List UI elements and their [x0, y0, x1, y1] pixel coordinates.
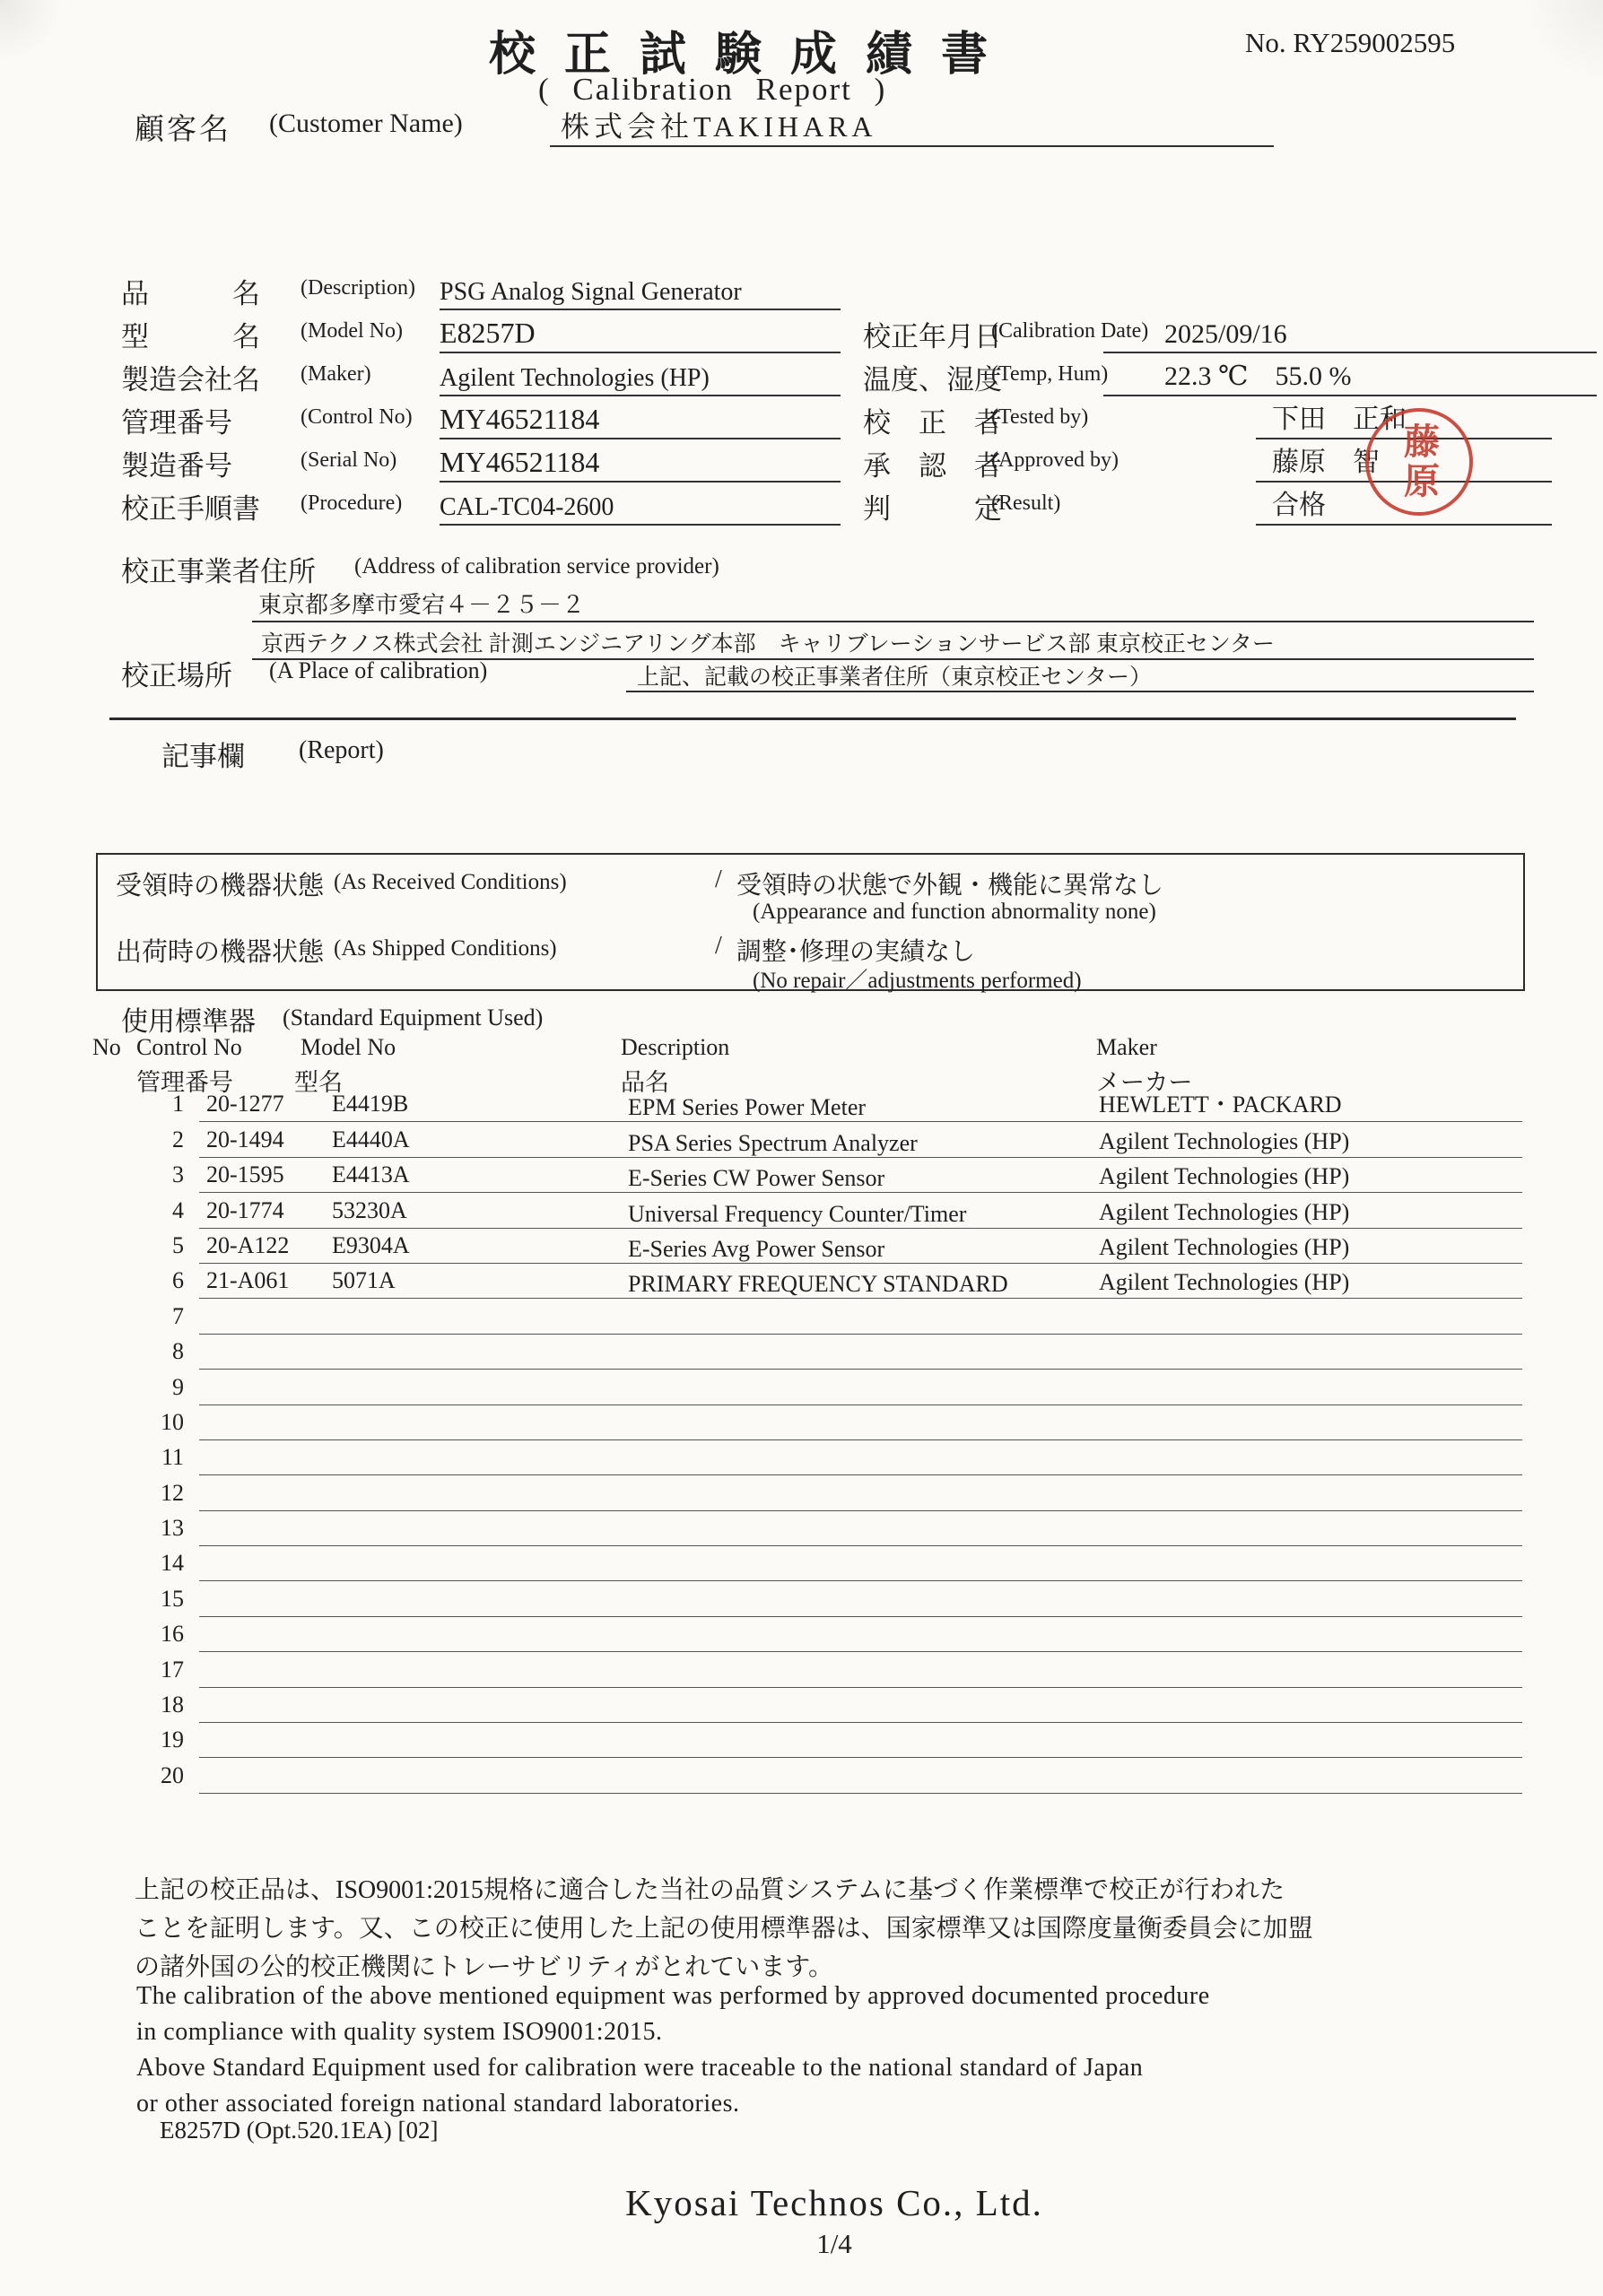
shipped-separator: / [715, 932, 722, 960]
equipment-cell-no: 16 [161, 1621, 184, 1648]
header-description-jp: 品名 [621, 1069, 669, 1096]
equipment-cell-no: 8 [172, 1338, 184, 1365]
report-section-label-en: (Report) [299, 736, 384, 764]
equipment-rows [81, 1087, 1525, 1794]
equipment-cell-maker: Agilent Technologies (HP) [1099, 1163, 1350, 1190]
received-conditions-label-en: (As Received Conditions) [334, 870, 567, 894]
model-value: E8257D [440, 312, 841, 353]
row-model-calibdate [0, 312, 1603, 352]
equipment-row [81, 1511, 1525, 1546]
equipment-row [81, 1335, 1525, 1370]
equipment-cell-no: 13 [161, 1515, 184, 1542]
result-value: 合格 [1256, 484, 1552, 526]
serial-no-label: 製造番号 [121, 450, 232, 482]
equipment-cell-no: 20 [161, 1761, 184, 1788]
calibration-place-label-en: (A Place of calibration) [269, 657, 488, 683]
page-title-english: ( Calibration Report ) [538, 72, 887, 107]
tested-by-label: 校 正 者 [863, 407, 1002, 439]
model-label: 型 名 [121, 321, 260, 352]
temp-hum-value: 22.3 ℃ 55.0 % [1103, 355, 1597, 396]
equipment-cell-model: E9304A [332, 1231, 410, 1258]
note-jp-line1: 上記の校正品は、ISO9001:2015規格に適合した当社の品質システムに基づく作業標準で校正が行われた [135, 1876, 1285, 1904]
provider-address-label-en: (Address of calibration service provider) [354, 554, 719, 578]
procedure-value: CAL-TC04-2600 [440, 484, 841, 526]
header-model-no: Model No [301, 1034, 396, 1060]
calibration-date-label: 校正年月日 [863, 321, 1002, 352]
control-no-value: MY46521184 [440, 398, 841, 439]
equipment-cell-no: 11 [161, 1444, 184, 1471]
equipment-row [81, 1758, 1525, 1793]
calibration-date-value: 2025/09/16 [1103, 312, 1597, 353]
row-maker-temphum [0, 355, 1603, 395]
result-label-en: (Result) [991, 491, 1061, 515]
conditions-box [96, 853, 1525, 991]
tested-by-label-en: (Tested by) [991, 405, 1089, 429]
equipment-cell-maker: HEWLETT・PACKARD [1099, 1091, 1342, 1118]
equipment-cell-desc: EPM Series Power Meter [628, 1094, 867, 1121]
note-jp-line3: の諸外国の公的校正機関にトレーサビリティがとれています。 [135, 1953, 833, 1981]
company-name: Kyosai Technos Co., Ltd. [625, 2182, 1043, 2223]
equipment-cell-no: 12 [161, 1479, 184, 1506]
equipment-row [81, 1122, 1525, 1157]
equipment-row [81, 1440, 1525, 1475]
temp-hum-label-en: (Temp, Hum) [991, 362, 1109, 386]
equipment-cell-model: E4440A [332, 1126, 410, 1152]
equipment-cell-no: 17 [161, 1656, 184, 1683]
equipment-row [81, 1405, 1525, 1440]
received-conditions-value-en: (Appearance and function abnormality none) [753, 900, 1156, 924]
equipment-cell-desc: PRIMARY FREQUENCY STANDARD [628, 1271, 1008, 1298]
header-maker: Maker [1096, 1034, 1157, 1060]
customer-name-value: 株式会社TAKIHARA [561, 110, 877, 143]
shipped-conditions-value-en: (No repair／adjustments performed) [753, 969, 1082, 993]
maker-value: Agilent Technologies (HP) [440, 355, 841, 396]
equipment-row [81, 1087, 1525, 1122]
provider-address-label: 校正事業者住所 [121, 556, 316, 587]
equipment-cell-desc: PSA Series Spectrum Analyzer [628, 1129, 918, 1156]
approved-by-value: 藤原 智 [1256, 441, 1552, 483]
equipment-cell-control: 20-1277 [206, 1091, 284, 1118]
result-label: 判 定 [863, 493, 1002, 525]
note-en-line1: The calibration of the above mentioned equipment was performed by approved documented procedure [136, 1982, 1210, 2010]
customer-underline [550, 145, 1274, 147]
section-divider [109, 718, 1516, 720]
equipment-cell-maker: Agilent Technologies (HP) [1099, 1233, 1350, 1260]
equipment-row [81, 1158, 1525, 1193]
control-no-label: 管理番号 [121, 407, 232, 439]
header-description: Description [621, 1034, 730, 1060]
row-serial-approver [0, 441, 1603, 481]
shipped-conditions-value: 調整･修理の実績なし [736, 938, 976, 966]
header-no: No [92, 1034, 121, 1060]
equipment-row [81, 1264, 1525, 1299]
note-jp-line2: ことを証明します。又、この校正に使用した上記の使用標準器は、国家標準又は国際度量衡委員会に加盟 [135, 1915, 1313, 1943]
equipment-row [81, 1723, 1525, 1758]
equipment-cell-no: 9 [172, 1373, 184, 1400]
equipment-cell-no: 3 [172, 1161, 184, 1188]
header-maker-jp: メーカー [1096, 1069, 1193, 1096]
equipment-row [81, 1688, 1525, 1723]
equipment-cell-desc: Universal Frequency Counter/Timer [628, 1200, 967, 1227]
equipment-cell-no: 18 [161, 1692, 184, 1718]
equipment-row [81, 1652, 1525, 1687]
calibration-place-value: 上記、記載の校正事業者住所（東京校正センター） [637, 665, 1153, 690]
equipment-cell-control: 20-1774 [206, 1196, 284, 1223]
equipment-cell-control: 20-1595 [206, 1161, 284, 1188]
tested-by-value: 下田 正和 [1256, 398, 1552, 439]
row-procedure-result [0, 484, 1603, 524]
calibration-date-label-en: (Calibration Date) [991, 319, 1149, 343]
equipment-row [81, 1617, 1525, 1652]
row-control-tester [0, 398, 1603, 438]
equipment-cell-model: 53230A [332, 1196, 407, 1223]
document-number: No. RY259002595 [1245, 27, 1456, 58]
header-control-no-jp: 管理番号 [136, 1069, 233, 1096]
equipment-cell-desc: E-Series Avg Power Sensor [628, 1235, 885, 1262]
standard-equipment-label-en: (Standard Equipment Used) [283, 1004, 544, 1031]
maker-label: 製造会社名 [121, 364, 260, 396]
calibration-place-underline [626, 691, 1534, 692]
standard-equipment-label: 使用標準器 [121, 1007, 256, 1037]
shipped-conditions-label-en: (As Shipped Conditions) [334, 936, 557, 961]
address-underline-1 [252, 621, 1534, 622]
equipment-cell-no: 1 [172, 1091, 184, 1118]
equipment-cell-control: 20-1494 [206, 1126, 284, 1152]
procedure-label-en: (Procedure) [301, 491, 403, 515]
note-en-line3: Above Standard Equipment used for calibration were traceable to the national standard of Japan [136, 2054, 1144, 2082]
description-value: PSG Analog Signal Generator [440, 269, 841, 310]
equipment-cell-no: 2 [172, 1126, 184, 1152]
equipment-row [81, 1299, 1525, 1334]
received-conditions-label: 受領時の機器状態 [116, 872, 325, 900]
procedure-label: 校正手順書 [121, 493, 260, 525]
equipment-cell-no: 7 [172, 1302, 184, 1329]
received-conditions-value: 受領時の状態で外観・機能に異常なし [736, 872, 1164, 900]
temp-hum-label: 温度、湿度 [863, 364, 1002, 396]
control-no-label-en: (Control No) [301, 405, 413, 429]
provider-address-line2: 京西テクノス株式会社 計測エンジニアリング本部 キャリブレーションサービス部 東京校正センター [261, 632, 1275, 657]
equipment-row [81, 1193, 1525, 1228]
customer-name-label-en: (Customer Name) [269, 109, 463, 138]
description-label-en: (Description) [301, 276, 415, 300]
equipment-cell-no: 15 [161, 1585, 184, 1612]
calibration-place-label: 校正場所 [121, 660, 232, 691]
approval-stamp [1365, 408, 1473, 516]
row-description [0, 269, 1603, 309]
description-label: 品 名 [121, 278, 260, 309]
equipment-cell-model: 5071A [332, 1267, 396, 1294]
page-number: 1/4 [816, 2228, 852, 2259]
equipment-cell-no: 19 [161, 1726, 184, 1753]
equipment-cell-maker: Agilent Technologies (HP) [1099, 1198, 1350, 1225]
equipment-cell-no: 5 [172, 1231, 184, 1258]
equipment-row [81, 1475, 1525, 1510]
model-label-en: (Model No) [301, 319, 403, 343]
approved-by-label: 承 認 者 [863, 450, 1002, 482]
maker-label-en: (Maker) [301, 362, 371, 386]
equipment-cell-desc: E-Series CW Power Sensor [628, 1165, 885, 1192]
header-control-no: Control No [136, 1034, 242, 1060]
equipment-cell-no: 6 [172, 1267, 184, 1294]
note-en-line2: in compliance with quality system ISO9001:2015. [136, 2018, 663, 2046]
equipment-cell-model: E4413A [332, 1161, 410, 1188]
equipment-row [81, 1546, 1525, 1581]
equipment-cell-no: 10 [161, 1408, 184, 1435]
header-model-no-jp: 型名 [294, 1069, 343, 1096]
customer-name-label: 顧客名 [135, 114, 231, 146]
option-line: E8257D (Opt.520.1EA) [02] [160, 2117, 439, 2144]
equipment-row [81, 1229, 1525, 1264]
equipment-cell-control: 21-A061 [206, 1267, 290, 1294]
equipment-cell-maker: Agilent Technologies (HP) [1099, 1269, 1350, 1296]
serial-no-label-en: (Serial No) [301, 448, 397, 472]
note-en-line4: or other associated foreign national standard laboratories. [136, 2090, 740, 2118]
equipment-cell-maker: Agilent Technologies (HP) [1099, 1127, 1350, 1154]
received-separator: / [715, 865, 722, 893]
equipment-cell-no: 4 [172, 1196, 184, 1223]
equipment-cell-model: E4419B [332, 1091, 409, 1118]
shipped-conditions-label: 出荷時の機器状態 [116, 938, 325, 967]
equipment-row [81, 1370, 1525, 1405]
equipment-cell-no: 14 [161, 1550, 184, 1577]
equipment-row [81, 1581, 1525, 1616]
page-title: 校正試験成績書 [489, 30, 1017, 81]
provider-address-line1: 東京都多摩市愛宕４－２５－２ [258, 592, 586, 618]
equipment-cell-control: 20-A122 [206, 1231, 290, 1258]
approval-stamp-text: 藤原 [1398, 422, 1440, 501]
report-section-label: 記事欄 [161, 741, 245, 772]
serial-no-value: MY46521184 [440, 441, 841, 483]
approved-by-label-en: (Approved by) [991, 448, 1119, 472]
